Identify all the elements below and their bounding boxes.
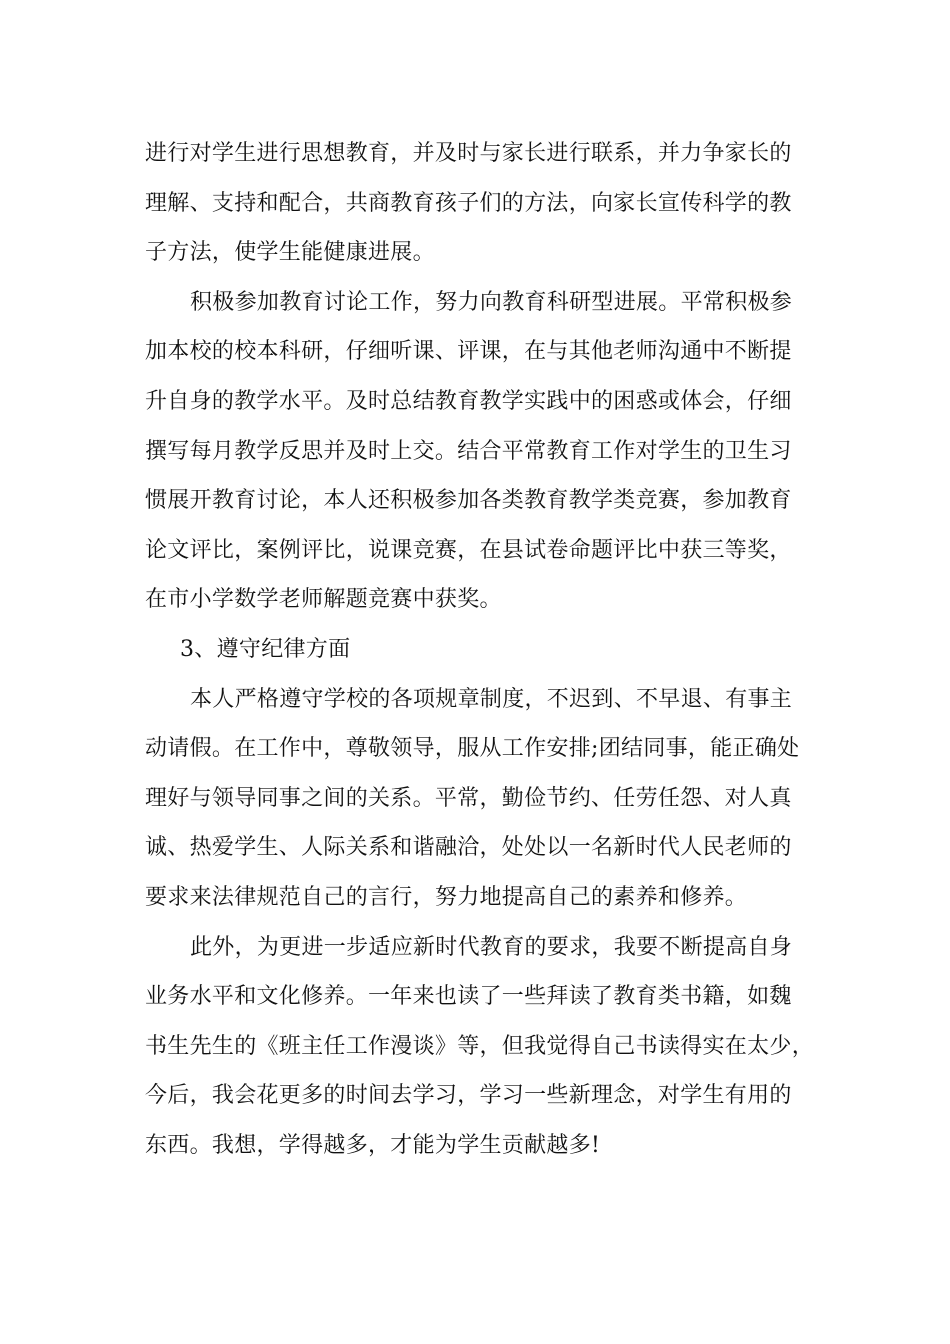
paragraph-line: 东西。我想，学得越多，才能为学生贡献越多! — [145, 1132, 601, 1158]
paragraph-line: 撰写每月教学反思并及时上交。结合平常教育工作对学生的卫生习 — [145, 438, 792, 464]
paragraph-line: 诚、热爱学生、人际关系和谐融洽，处处以一名新时代人民老师的 — [145, 835, 792, 861]
paragraph-line: 此外，为更进一步适应新时代教育的要求，我要不断提高自身 — [190, 934, 793, 960]
paragraph-line: 今后，我会花更多的时间去学习，学习一些新理念，对学生有用的 — [145, 1083, 792, 1109]
paragraph-line: 本人严格遵守学校的各项规章制度，不迟到、不早退、有事主 — [190, 686, 793, 712]
paragraph-line: 理解、支持和配合，共商教育孩子们的方法，向家长宣传科学的教 — [145, 190, 792, 216]
paragraph-line: 积极参加教育讨论工作，努力向教育科研型进展。平常积极参 — [190, 289, 793, 315]
paragraph-line: 理好与领导同事之间的关系。平常，勤俭节约、任劳任怨、对人真 — [145, 785, 792, 811]
paragraph-line: 惯展开教育讨论，本人还积极参加各类教育教学类竞赛，参加教育 — [145, 488, 792, 514]
section-heading: 3、遵守纪律方面 — [180, 636, 351, 662]
document-body — [145, 129, 815, 1170]
paragraph-line: 动请假。在工作中，尊敬领导，服从工作安排;团结同事，能正确处 — [145, 736, 800, 762]
paragraph-line: 论文评比，案例评比，说课竞赛，在县试卷命题评比中获三等奖， — [145, 537, 792, 563]
paragraph-line: 进行对学生进行思想教育，并及时与家长进行联系，并力争家长的 — [145, 141, 792, 166]
paragraph-line: 业务水平和文化修养。一年来也读了一些拜读了教育类书籍，如魏 — [145, 984, 792, 1010]
paragraph-line: 子方法，使学生能健康进展。 — [145, 240, 435, 266]
paragraph-line: 加本校的校本科研，仔细听课、评课，在与其他老师沟通中不断提 — [145, 339, 792, 365]
paragraph-line: 在市小学数学老师解题竞赛中获奖。 — [145, 587, 502, 613]
paragraph-line: 升自身的教学水平。及时总结教育教学实践中的困惑或体会，仔细 — [145, 388, 792, 414]
paragraph-line: 要求来法律规范自己的言行，努力地提高自己的素养和修养。 — [145, 884, 748, 910]
paragraph-line: 书生先生的《班主任工作漫谈》等，但我觉得自己书读得实在太少， — [145, 1033, 815, 1059]
